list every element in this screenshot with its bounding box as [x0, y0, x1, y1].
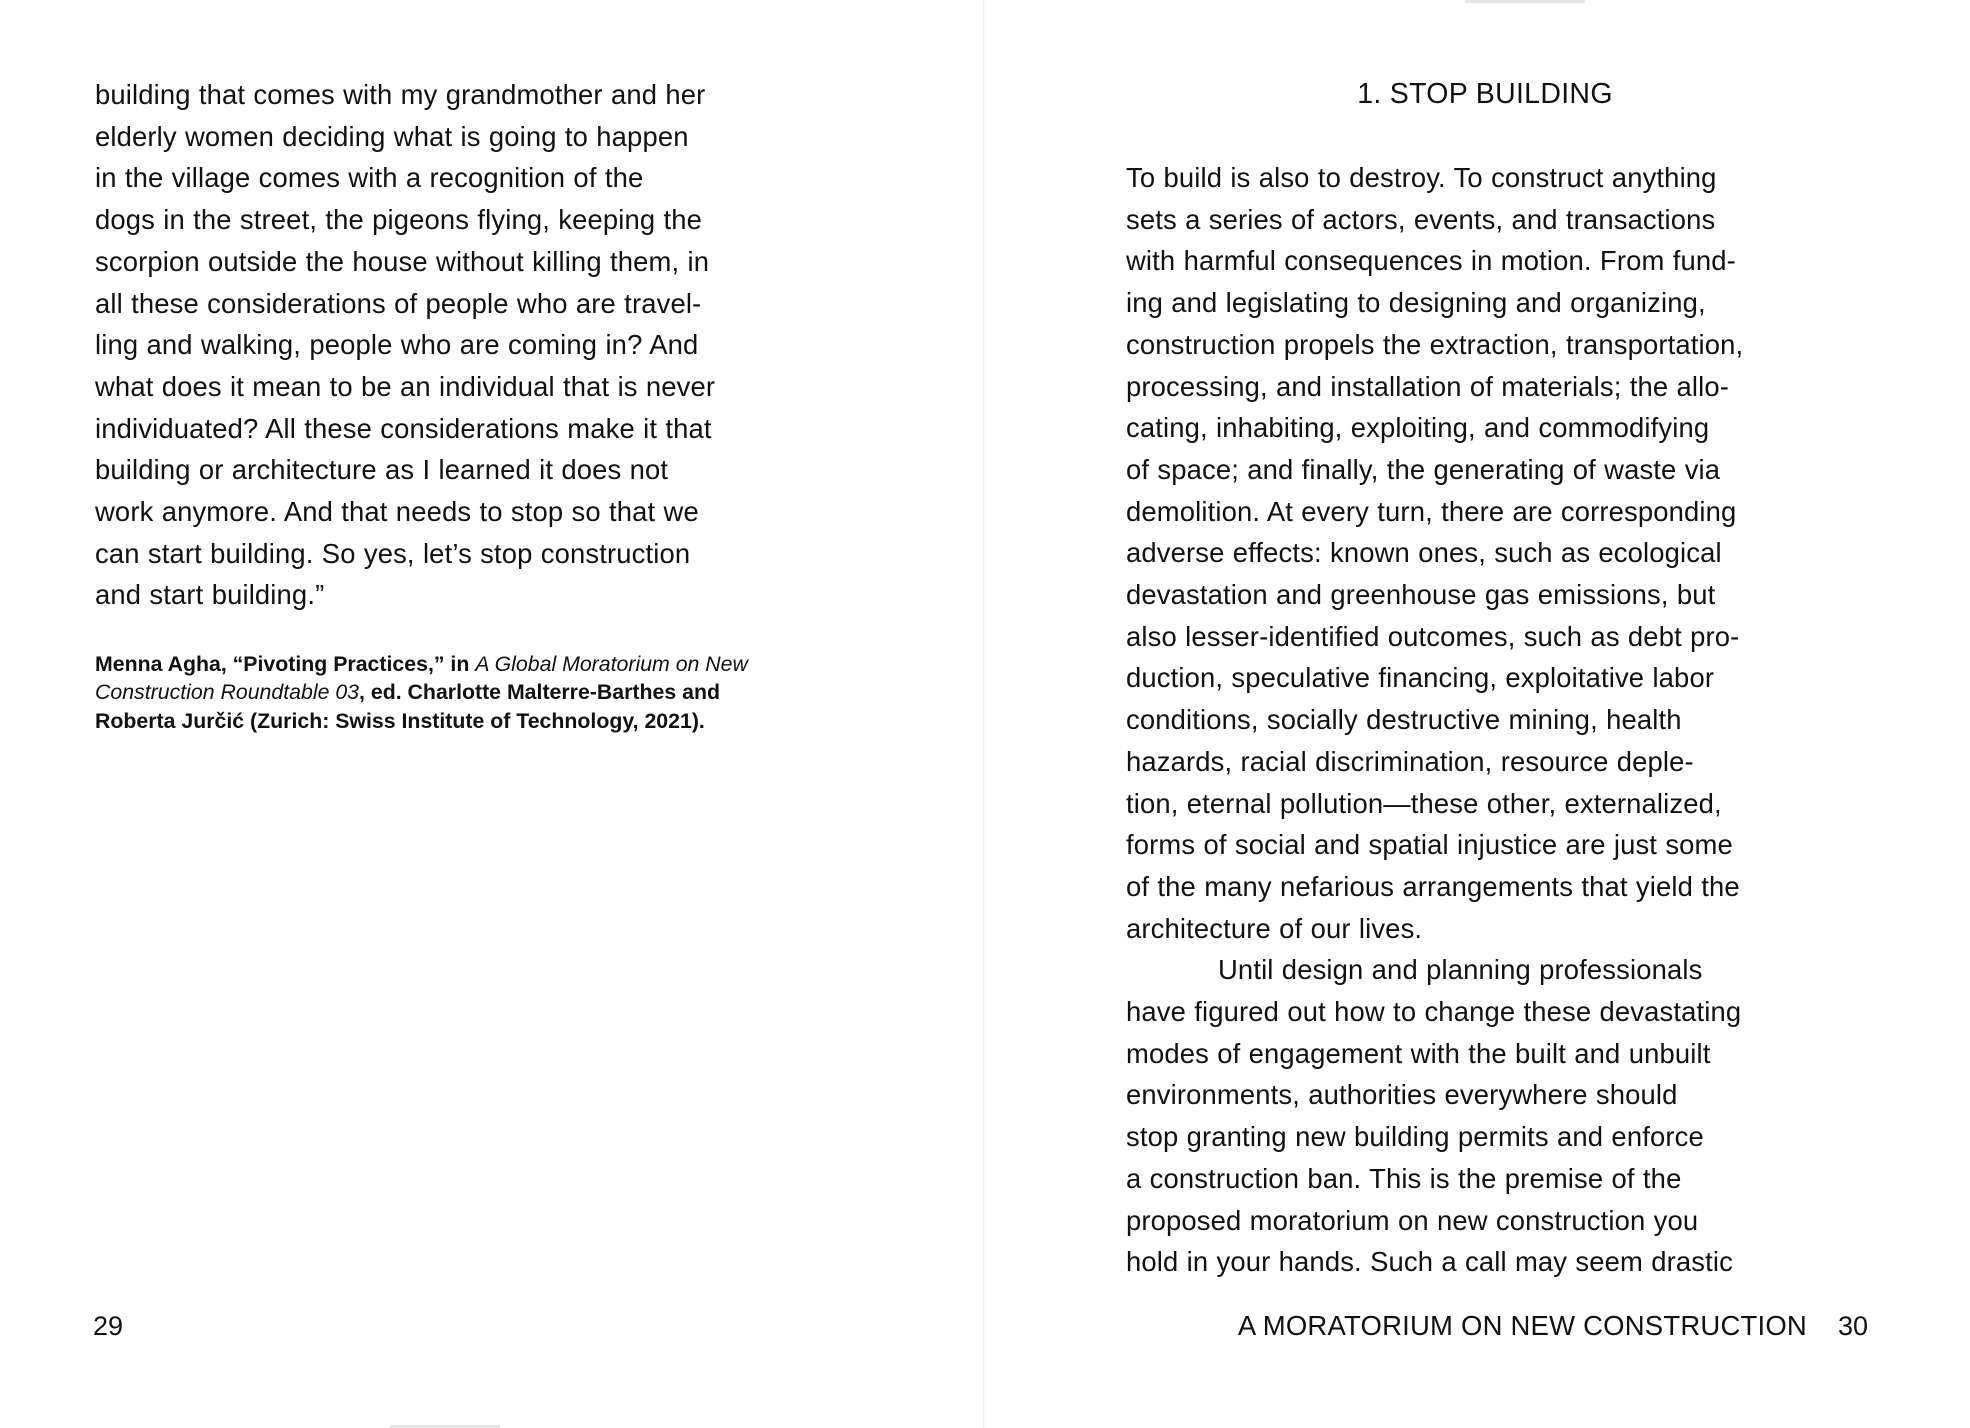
text-line: of space; and finally, the generating of waste via: [1126, 453, 1721, 485]
text-line: also lesser-identified outcomes, such as debt pro-: [1126, 620, 1740, 652]
citation-book-title-cont: Construction Roundtable 03: [95, 680, 360, 705]
text-line: environments, authorities everywhere should: [1126, 1079, 1678, 1111]
text-line: hazards, racial discrimination, resource deple-: [1126, 745, 1694, 777]
text-line: cating, inhabiting, exploiting, and commodifying: [1126, 412, 1710, 444]
citation-line: [95, 678, 748, 706]
left-body-text: [95, 74, 715, 616]
text-line: proposed moratorium on new construction you: [1126, 1204, 1699, 1236]
text-line: what does it mean to be an individual that is never: [95, 370, 716, 402]
text-line: dogs in the street, the pigeons flying, keeping the: [95, 204, 703, 236]
right-page: [985, 0, 1970, 1428]
text-line: ling and walking, people who are coming in? And: [95, 329, 699, 361]
text-line: stop granting new building permits and enforce: [1126, 1121, 1704, 1153]
text-line: a construction ban. This is the premise of the: [1126, 1162, 1682, 1194]
citation: [95, 650, 748, 735]
citation-line: [95, 650, 748, 678]
citation-book-title: A Global Moratorium on New: [475, 652, 748, 676]
text-line: To build is also to destroy. To construct anything: [1126, 162, 1717, 193]
text-line: construction propels the extraction, transportation,: [1126, 328, 1744, 360]
text-line: individuated? All these considerations make it that: [95, 412, 712, 444]
text-line: processing, and installation of materials; the allo-: [1126, 370, 1730, 402]
text-line: forms of social and spatial injustice are just some: [1126, 829, 1733, 861]
text-line: devastation and greenhouse gas emissions, but: [1126, 579, 1716, 611]
text-line: sets a series of actors, events, and transactions: [1126, 203, 1716, 235]
text-line: all these considerations of people who are travel-: [95, 287, 702, 319]
text-line: Until design and planning professionals: [1218, 954, 1703, 986]
text-line: conditions, socially destructive mining, health: [1126, 704, 1682, 736]
text-line: tion, eternal pollution—these other, externalized,: [1126, 787, 1722, 819]
right-body-text: [1126, 157, 1743, 1283]
running-head: A MORATORIUM ON NEW CONSTRUCTION: [1237, 1310, 1807, 1341]
citation-author-title: Menna Agha, “Pivoting Practices,” in: [95, 652, 476, 676]
text-line: can start building. So yes, let’s stop construction: [95, 537, 691, 569]
text-line: work anymore. And that needs to stop so that we: [95, 496, 699, 528]
page-number-left: 29: [93, 1311, 124, 1341]
text-line: of the many nefarious arrangements that yield the: [1126, 870, 1740, 902]
text-line: building or architecture as I learned it does not: [95, 454, 669, 486]
citation-editors: , ed. Charlotte Malterre-Barthes and: [359, 680, 720, 705]
text-line: elderly women deciding what is going to happen: [95, 120, 689, 152]
text-line: hold in your hands. Such a call may seem drastic: [1126, 1246, 1733, 1278]
text-line: scorpion outside the house without killing them, in: [95, 245, 710, 277]
chapter-title: 1. STOP BUILDING: [1357, 78, 1613, 110]
citation-line: Roberta Jurčić (Zurich: Swiss Institute of Technology, 2021).: [95, 708, 705, 733]
text-line: ing and legislating to designing and organizing,: [1126, 287, 1706, 319]
page-number-right: 30: [1837, 1311, 1868, 1341]
text-line: duction, speculative financing, exploitative labor: [1126, 662, 1715, 694]
text-line: have figured out how to change these devastating: [1126, 996, 1742, 1028]
text-line: building that comes with my grandmother and her: [95, 79, 706, 110]
text-line: with harmful consequences in motion. From fund-: [1126, 245, 1736, 277]
text-line: in the village comes with a recognition of the: [95, 162, 644, 194]
text-line: adverse effects: known ones, such as ecological: [1126, 537, 1722, 569]
text-line: modes of engagement with the built and unbuilt: [1126, 1037, 1711, 1069]
text-line: and start building.”: [95, 579, 325, 611]
text-line: architecture of our lives.: [1126, 912, 1423, 944]
text-line: demolition. At every turn, there are corresponding: [1126, 495, 1737, 527]
